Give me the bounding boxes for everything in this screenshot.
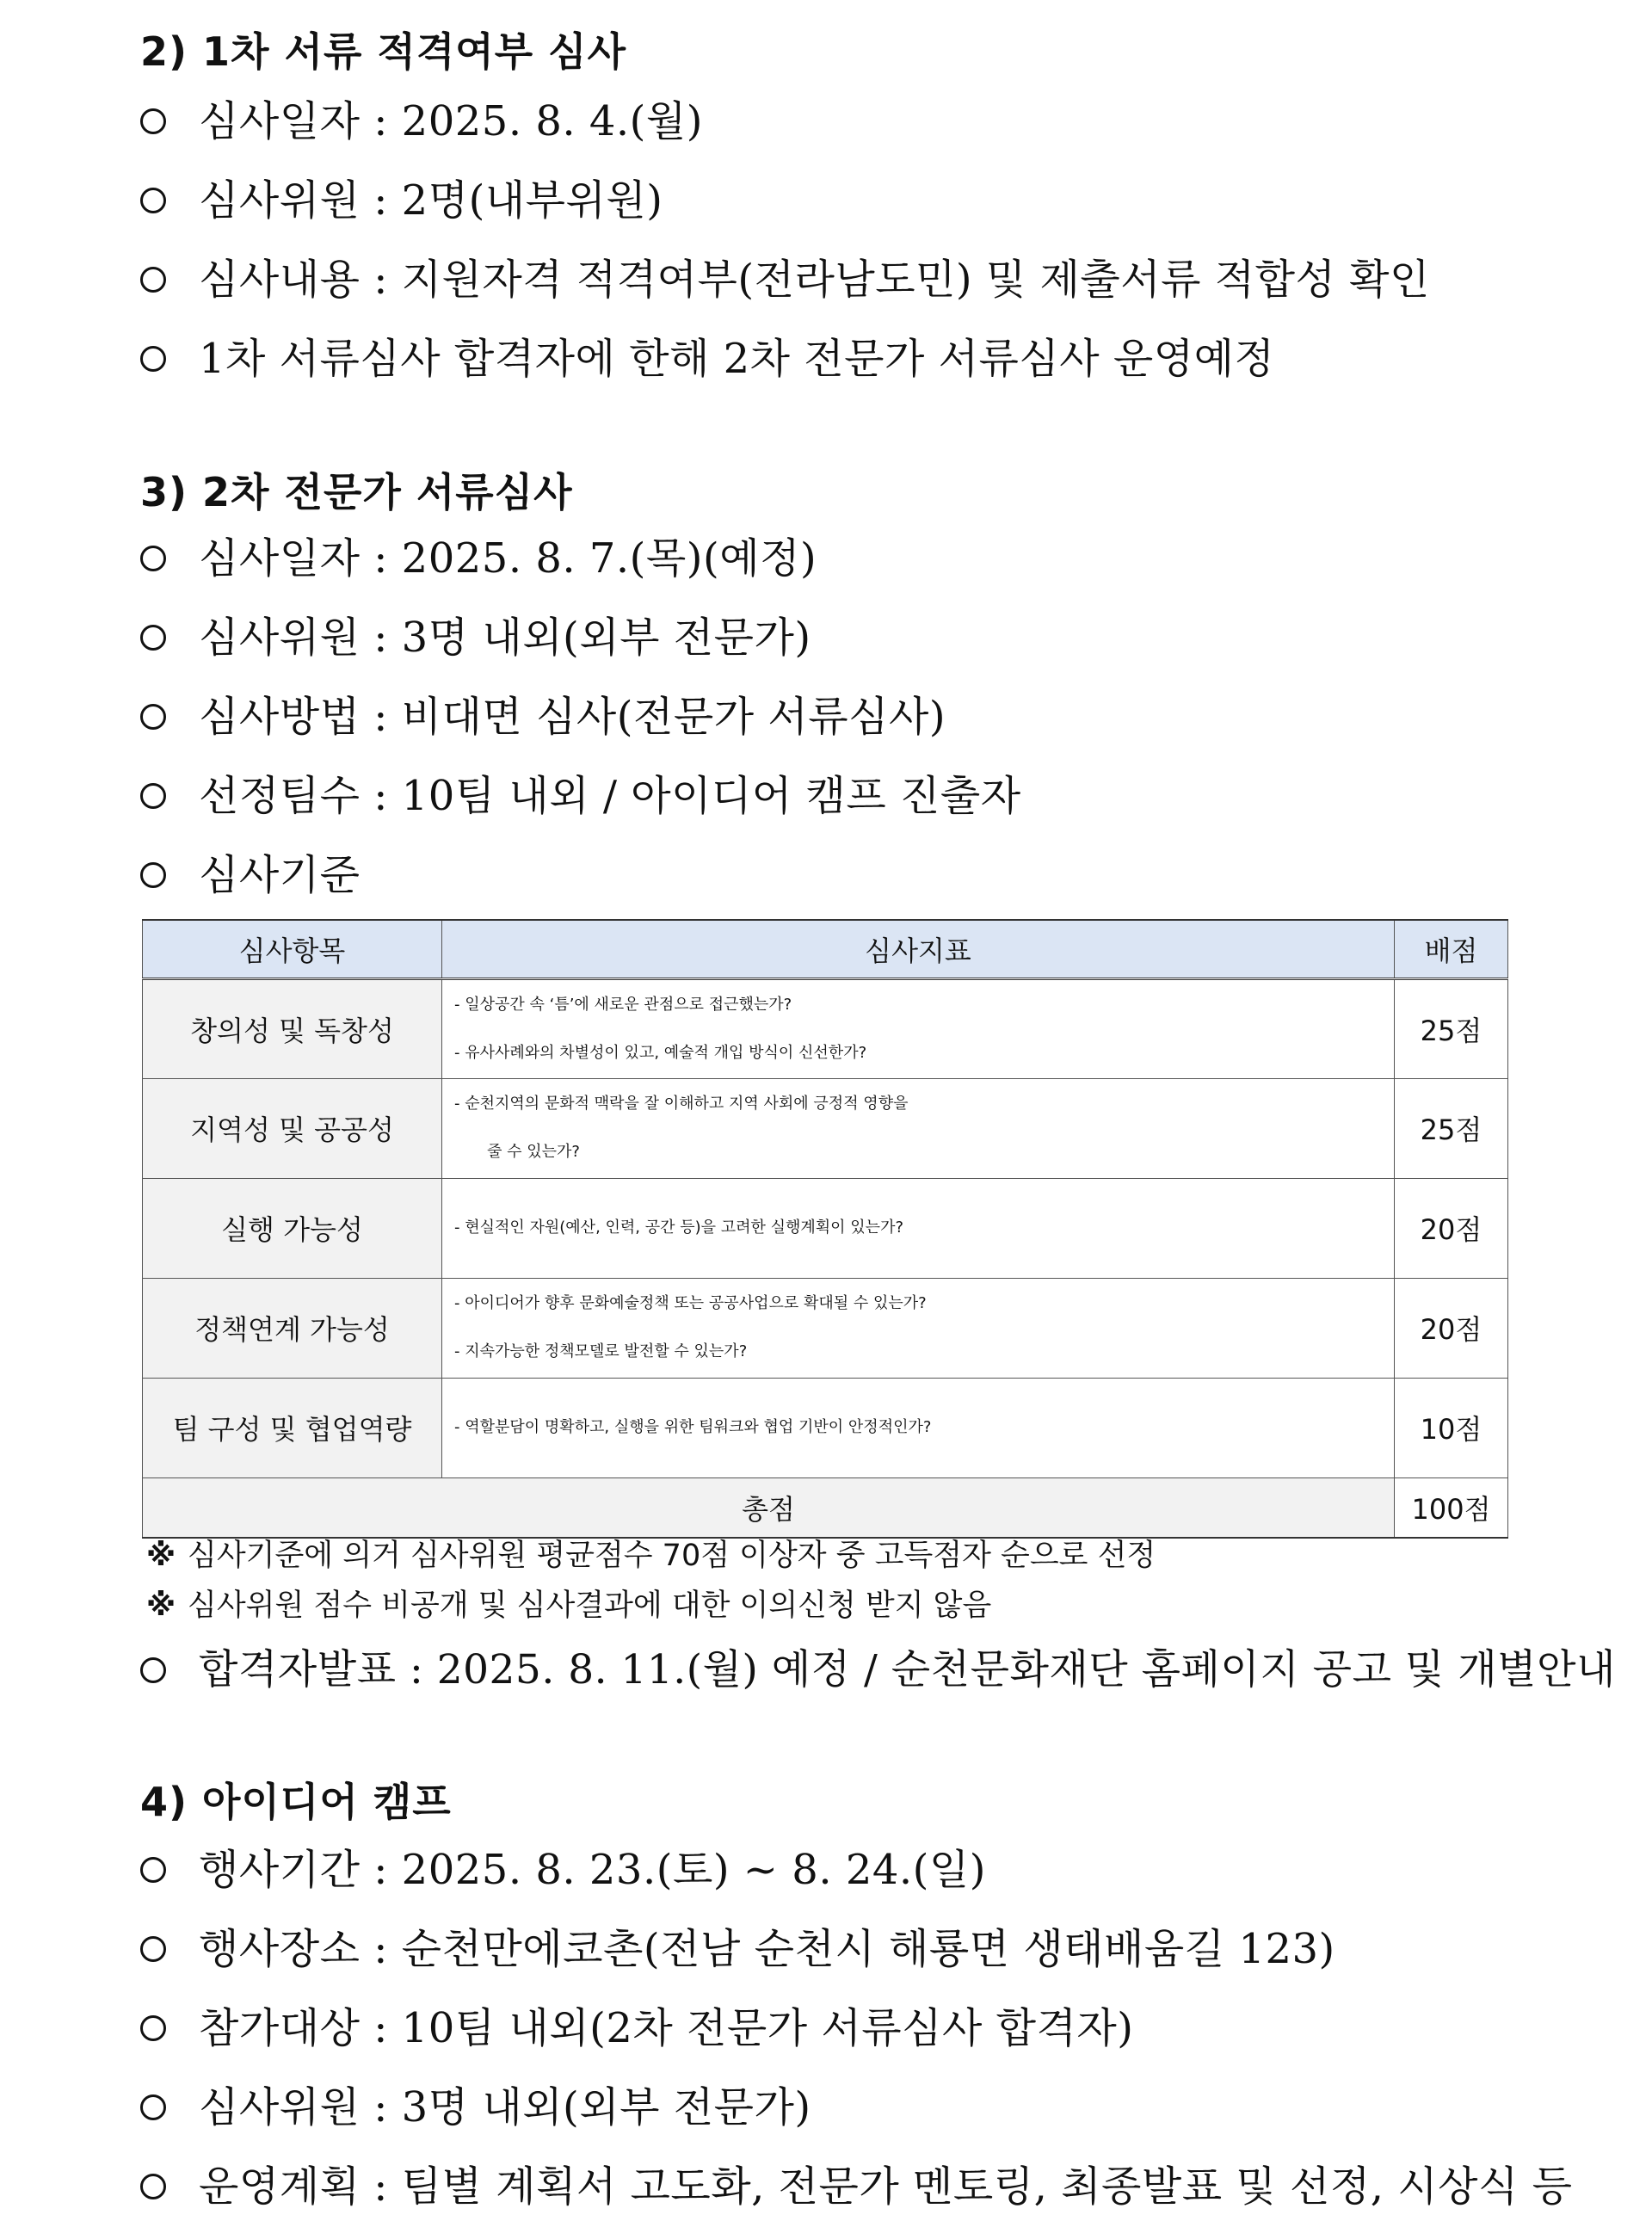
header-item: 심사항목 (143, 920, 442, 978)
criteria-points: 10점 (1395, 1378, 1508, 1477)
criteria-points: 25점 (1395, 1078, 1508, 1178)
circle-bullet-icon (140, 783, 166, 809)
section-heading-3: 3) 2차 전문가 서류심사 (140, 469, 573, 515)
criteria-indicators (442, 1378, 1395, 1477)
indicator-line: 줄 수 있는가? (487, 1143, 580, 1161)
indicator-line: - 일상공간 속 ‘틈’에 새로운 관점으로 접근했는가? (454, 995, 792, 1014)
circle-bullet-icon (140, 1857, 166, 1883)
criteria-indicators (442, 978, 1395, 1078)
table-row (143, 1278, 1508, 1378)
circle-bullet-icon (140, 704, 166, 730)
indicator-line: - 아이디어가 향후 문화예술정책 또는 공공사업으로 확대될 수 있는가? (454, 1294, 927, 1312)
bullet-line: 심사일자 : 2025. 8. 4.(월) (140, 91, 703, 151)
table-row (143, 1178, 1508, 1278)
indicator-line: - 유사사례와의 차별성이 있고, 예술적 개입 방식이 신선한가? (454, 1043, 867, 1062)
reference-mark: ※ (146, 1589, 176, 1623)
table-row (143, 978, 1508, 1078)
bullet-line: 심사일자 : 2025. 8. 7.(목)(예정) (140, 528, 817, 589)
criteria-item: 창의성 및 독창성 (143, 978, 442, 1078)
bullet-line: 심사내용 : 지원자격 적격여부(전라남도민) 및 제출서류 적합성 확인 (140, 250, 1430, 310)
circle-bullet-icon (140, 1936, 166, 1962)
bullet-line: 심사위원 : 3명 내외(외부 전문가) (140, 608, 811, 668)
bullet-line: 선정팀수 : 10팀 내외 / 아이디어 캠프 진출자 (140, 766, 1021, 826)
criteria-item: 팀 구성 및 협업역량 (143, 1378, 442, 1477)
criteria-item: 지역성 및 공공성 (143, 1078, 442, 1178)
bullet-line: 행사기간 : 2025. 8. 23.(토) ~ 8. 24.(일) (140, 1840, 986, 1900)
circle-bullet-icon (140, 1657, 166, 1683)
circle-bullet-icon (140, 108, 166, 134)
bullet-line: 심사위원 : 3명 내외(외부 전문가) (140, 2077, 811, 2138)
circle-bullet-icon (140, 862, 166, 888)
header-indicator: 심사지표 (442, 920, 1395, 978)
bullet-line: 심사위원 : 2명(내부위원) (140, 170, 663, 231)
section-heading-2: 2) 1차 서류 적격여부 심사 (140, 28, 627, 75)
note-line: ※ 심사기준에 의거 심사위원 평균점수 70점 이상자 중 고득점자 순으로 선정 (146, 1539, 1156, 1573)
indicator-line: - 역할분담이 명확하고, 실행을 위한 팀워크와 협업 기반이 안정적인가? (454, 1418, 932, 1436)
criteria-points: 20점 (1395, 1178, 1508, 1278)
table-header-row (143, 920, 1508, 978)
criteria-item: 정책연계 가능성 (143, 1278, 442, 1378)
circle-bullet-icon (140, 2174, 166, 2199)
criteria-item: 실행 가능성 (143, 1178, 442, 1278)
bullet-line: 심사방법 : 비대면 심사(전문가 서류심사) (140, 687, 946, 747)
header-points: 배점 (1395, 920, 1508, 978)
criteria-indicators (442, 1278, 1395, 1378)
table-row (143, 1378, 1508, 1477)
bullet-line: 참가대상 : 10팀 내외(2차 전문가 서류심사 합격자) (140, 1998, 1133, 2058)
circle-bullet-icon (140, 625, 166, 651)
criteria-indicators (442, 1078, 1395, 1178)
circle-bullet-icon (140, 267, 166, 293)
circle-bullet-icon (140, 188, 166, 213)
circle-bullet-icon (140, 546, 166, 571)
criteria-indicators (442, 1178, 1395, 1278)
criteria-points: 20점 (1395, 1278, 1508, 1378)
table-row (143, 1078, 1508, 1178)
bullet-line: 합격자발표 : 2025. 8. 11.(월) 예정 / 순천문화재단 홈페이지 공고 및 개별안내 (140, 1640, 1616, 1700)
bullet-line: 행사장소 : 순천만에코촌(전남 순천시 해룡면 생태배움길 123) (140, 1919, 1335, 1979)
circle-bullet-icon (140, 2094, 166, 2120)
table-total-row (143, 1477, 1508, 1538)
total-points: 100점 (1395, 1477, 1508, 1538)
circle-bullet-icon (140, 346, 166, 372)
bullet-line: 1차 서류심사 합격자에 한해 2차 전문가 서류심사 운영예정 (140, 329, 1274, 389)
total-label: 총점 (143, 1477, 1395, 1538)
note-line: ※ 심사위원 점수 비공개 및 심사결과에 대한 이의신청 받지 않음 (146, 1589, 992, 1623)
bullet-line: 심사기준 (140, 845, 360, 905)
indicator-line: - 순천지역의 문화적 맥락을 잘 이해하고 지역 사회에 긍정적 영향을 (454, 1095, 909, 1113)
indicator-line: - 지속가능한 정책모델로 발전할 수 있는가? (454, 1342, 748, 1360)
reference-mark: ※ (146, 1539, 176, 1573)
criteria-points: 25점 (1395, 978, 1508, 1078)
indicator-line: - 현실적인 자원(예산, 인력, 공간 등)을 고려한 실행계획이 있는가? (454, 1218, 904, 1237)
bullet-line: 운영계획 : 팀별 계획서 고도화, 전문가 멘토링, 최종발표 및 선정, 시상식 등 (140, 2156, 1572, 2217)
section-heading-4: 4) 아이디어 캠프 (140, 1779, 452, 1825)
criteria-table (142, 919, 1508, 1539)
circle-bullet-icon (140, 2015, 166, 2041)
